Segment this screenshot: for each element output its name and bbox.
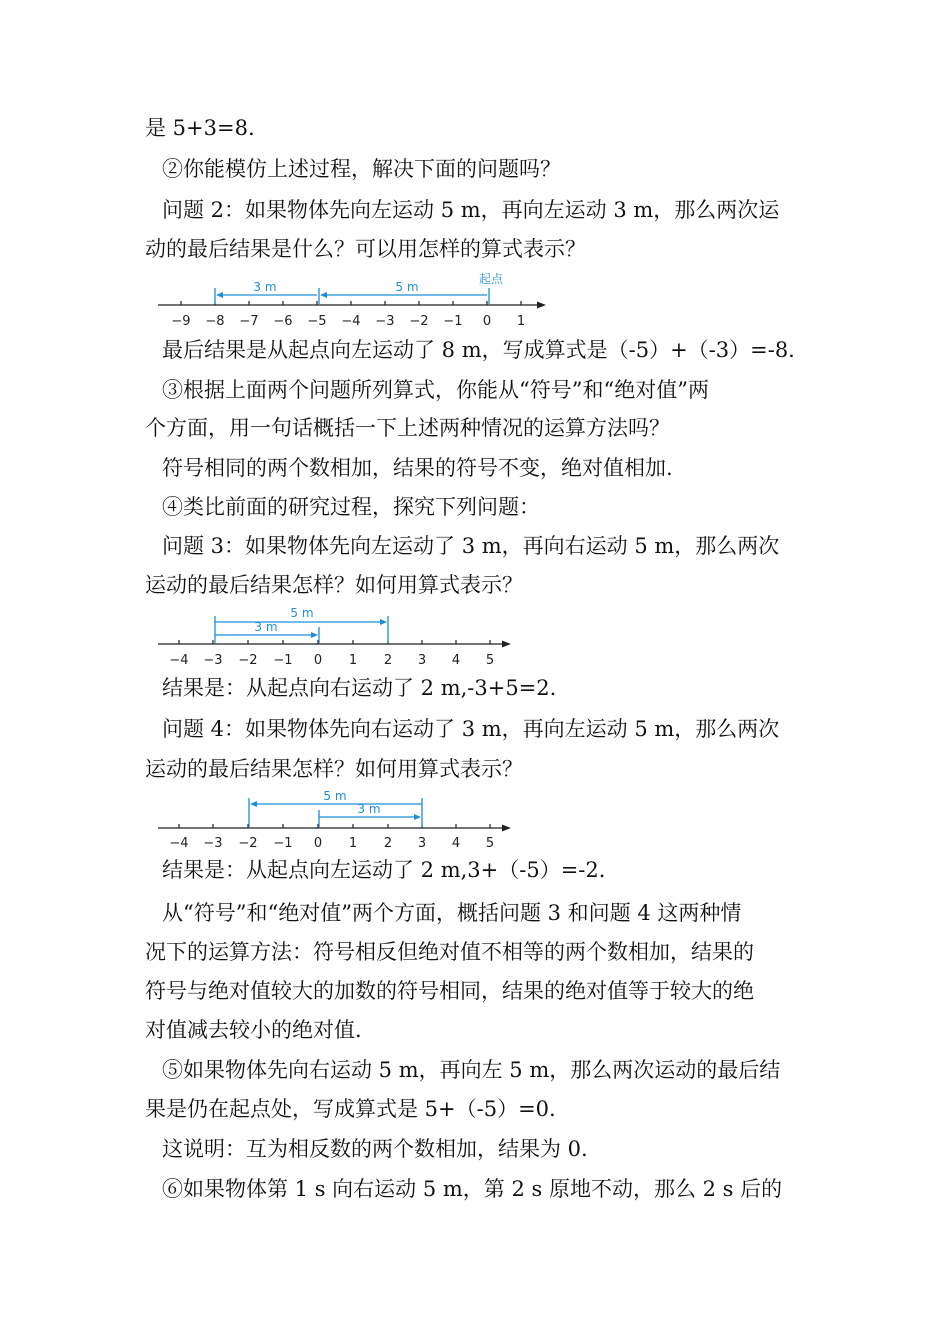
tick-label: −2 [238,653,258,668]
tick-label: 5 [485,836,495,848]
paragraph-1: 是 5+3=8. [145,116,255,140]
tick-label: 4 [451,653,461,668]
tick-label: −8 [205,314,225,329]
arrow-5m-label: 5 m [290,606,314,620]
tick-label: 4 [451,836,461,848]
paragraph-9: 结果是：从起点向右运动了 2 m,-3+5=2. [162,676,557,700]
paragraph-8-line-2: 运动的最后结果怎样？如何用算式表示？ [145,573,523,597]
paragraph-12-line-2: 况下的运算方法：符号相反但绝对值不相等的两个数相加，结果的 [145,940,754,964]
paragraph-5-line-2: 个方面，用一句话概括一下上述两种情况的运算方法吗？ [145,416,670,440]
axis-arrow-icon [537,302,546,309]
tick-label: −1 [273,653,293,668]
arrow-5m-label: 5 m [395,280,419,294]
paragraph-2: ②你能模仿上述过程，解决下面的问题吗？ [162,157,561,181]
number-line-figure [155,602,555,668]
tick-label: 3 [417,836,427,848]
paragraph-12-line-1: 从“符号”和“绝对值”两个方面，概括问题 3 和问题 4 这两种情 [162,901,742,925]
paragraph-12-line-3: 符号与绝对值较大的加数的符号相同，结果的绝对值等于较大的绝 [145,979,754,1003]
tick-label: −4 [341,314,361,329]
tick-label: 0 [313,836,323,848]
tick-label: 2 [383,836,393,848]
paragraph-11: 结果是：从起点向左运动了 2 m,3+（-5）=-2. [162,858,606,882]
arrowhead-icon [414,814,421,820]
tick-label: −5 [307,314,327,329]
origin-label: 起点 [478,272,504,286]
paragraph-13-line-2: 果是仍在起点处，写成算式是 5+（-5）=0. [145,1097,556,1121]
arrow-5m-label: 5 m [323,789,347,803]
tick-label: 1 [516,314,526,329]
tick-label: −4 [169,653,189,668]
arrowhead-icon [216,292,223,298]
tick-label: 1 [348,836,358,848]
tick-label: 5 [485,653,495,668]
paragraph-6: 符号相同的两个数相加，结果的符号不变，绝对值相加. [162,456,673,480]
tick-label: −7 [239,314,259,329]
paragraph-3-line-1: 问题 2：如果物体先向左运动 5 m，再向左运动 3 m，那么两次运 [162,198,780,222]
paragraph-15: ⑥如果物体第 1 s 向右运动 5 m，第 2 s 原地不动，那么 2 s 后的 [162,1177,783,1201]
tick-label: −3 [203,836,223,848]
paragraph-10-line-2: 运动的最后结果怎样？如何用算式表示？ [145,757,523,781]
paragraph-13-line-1: ⑤如果物体先向右运动 5 m，再向左 5 m，那么两次运动的最后结 [162,1058,781,1082]
paragraph-4: 最后结果是从起点向左运动了 8 m，写成算式是（-5）+（-3）=-8. [162,338,795,362]
arrow-3m-label: 3 m [253,280,277,294]
tick-label: −1 [273,836,293,848]
paragraph-12-line-4: 对值减去较小的绝对值. [145,1018,362,1042]
axis-arrow-icon [502,825,511,832]
arrow-3m-label: 3 m [254,620,278,634]
tick-label: −2 [238,836,258,848]
tick-label: −3 [203,653,223,668]
tick-label: −4 [169,836,189,848]
tick-label: 1 [348,653,358,668]
tick-label: 0 [482,314,492,329]
tick-label: 3 [417,653,427,668]
arrowhead-icon [320,292,327,298]
paragraph-10-line-1: 问题 4：如果物体先向右运动了 3 m，再向左运动 5 m，那么两次 [162,717,780,741]
tick-label: −6 [273,314,293,329]
number-line-1 [155,266,555,334]
number-line-3 [155,782,555,852]
paragraph-5-line-1: ③根据上面两个问题所列算式，你能从“符号”和“绝对值”两 [162,378,709,402]
paragraph-8-line-1: 问题 3：如果物体先向左运动了 3 m，再向右运动 5 m，那么两次 [162,534,780,558]
tick-label: −9 [171,314,191,329]
tick-label: 0 [313,653,323,668]
arrowhead-icon [311,632,318,638]
axis-arrow-icon [502,641,511,648]
number-line-figure [155,782,555,848]
paragraph-7: ④类比前面的研究过程，探究下列问题： [162,495,540,519]
paragraph-3-line-2: 动的最后结果是什么？可以用怎样的算式表示？ [145,237,586,261]
paragraph-14: 这说明：互为相反数的两个数相加，结果为 0. [162,1137,588,1161]
arrowhead-icon [380,619,387,625]
tick-label: −3 [375,314,395,329]
arrow-3m-label: 3 m [357,802,381,816]
arrowhead-icon [250,801,257,807]
number-line-2 [155,602,555,672]
tick-label: −1 [443,314,463,329]
tick-label: −2 [409,314,429,329]
number-line-figure [155,266,555,330]
tick-label: 2 [383,653,393,668]
